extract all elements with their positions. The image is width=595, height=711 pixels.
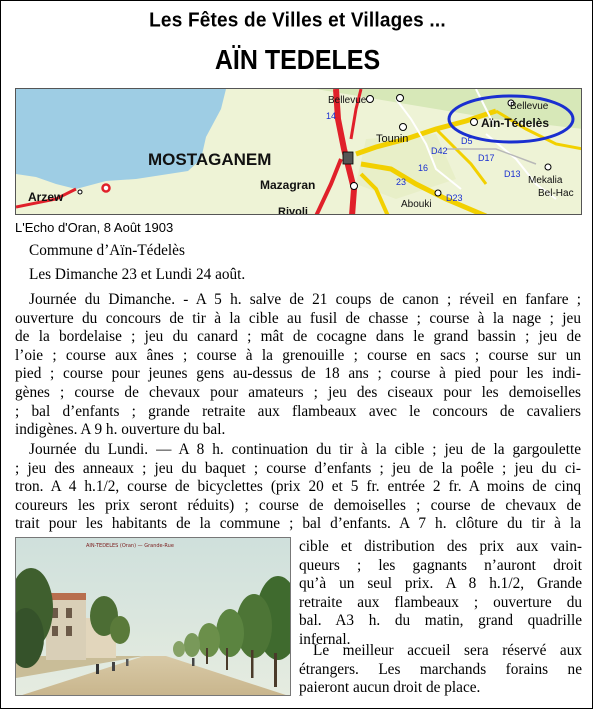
map-label-abouki: Abouki [401, 199, 432, 210]
dates-line: Les Dimanche 23 et Lundi 24 août. [29, 266, 246, 283]
text-line: pied ; course pour jeunes gens au-dessus de 18 ans ; course à pied pour les indi- [15, 365, 581, 383]
map-road-number: D23 [446, 193, 463, 203]
commune-line: Commune d’Aïn-Tédelès [29, 242, 185, 259]
text-line: bal. A3 h. du matin, grand quadrille [299, 612, 582, 630]
text-line: tron. A 4 h.1/2, course de bicyclettes (prix 20 et 5 fr. entrée 2 fr. A moins de cinq [15, 478, 581, 496]
postcard-caption: AIN-TEDELES (Oran) — Grande-Rue [86, 543, 174, 549]
closing-paragraph [299, 642, 582, 698]
map-label-ain-tedeles: Aïn-Tédelès [481, 116, 550, 130]
town-title: AÏN TEDELES [214, 44, 381, 76]
map-label-rivoli: Rivoli [278, 206, 308, 215]
text-line: infernal. [299, 630, 351, 648]
text-line: de la bordelaise ; jeu du canard ; mât de cocagne dans le grand bassin ; jeu de [15, 328, 581, 346]
text-line: indigènes. A 9 h. ouverture du bal. [15, 421, 226, 439]
map-label-mazagran: Mazagran [260, 178, 316, 192]
text-line: coureurs les prix seront réduits) ; course de demoiselles ; course de chevaux de [15, 496, 581, 514]
text-line: ; jeu des anneaux ; jeu du baquet ; course d’enfants ; jeu de la poêle ; jeu du ci- [15, 459, 581, 477]
text-line: Le meilleur accueil sera réservé aux [313, 642, 582, 659]
region-map [15, 88, 582, 215]
monday-continuation [299, 538, 582, 650]
map-label-arzew: Arzew [28, 190, 64, 204]
map-label-mekalia: Mekalia [528, 175, 563, 186]
postcard-photo [15, 537, 291, 696]
source-citation: L'Echo d'Oran, 8 Août 1903 [15, 220, 174, 235]
text-line: paieront aucun droit de place. [299, 679, 481, 697]
map-road-number: D13 [504, 169, 521, 179]
text-line: cible et distribution des prix aux vain- [299, 538, 582, 555]
map-road-number: 14 [326, 111, 337, 121]
map-label-bel-hac: Bel-Hac [538, 188, 574, 199]
text-line: étrangers. Les marchands forains ne [299, 660, 582, 678]
text-line: gènes ; course de chevaux pour amateurs ; jeu des ciseaux pour les demoiselles [15, 383, 581, 401]
map-label-bellevue: Bellevue [510, 101, 549, 112]
map-label-bellevue-top: Bellevue [328, 95, 367, 106]
map-road-number: D5 [461, 136, 473, 146]
text-line: ouverture du concours de tir à la cible au fusil de chasse ; course à la nage ; jeu [15, 309, 581, 327]
map-road-number: 23 [396, 177, 407, 187]
text-line: trait pour les habitants de la commune ; bal d’enfants. A 7 h. clôture du tir à la [15, 515, 581, 533]
text-line: queurs ; les gagnants n’auront droit [299, 556, 582, 574]
map-road-number: D42 [431, 146, 448, 156]
series-title: Les Fêtes de Villes et Villages ... [149, 9, 446, 32]
text-line: Journée du Lundi. — A 8 h. continuation du tir à la cible ; jeu de la gargoulette [29, 441, 581, 458]
monday-paragraph [15, 441, 581, 534]
text-line: Journée du Dimanche. - A 5 h. salve de 21 coups de canon ; réveil en fanfare ; [29, 291, 581, 308]
map-label-tounin: Tounin [376, 133, 409, 145]
text-line: qu’à un seul prix. A 8 h.1/2, Grande [299, 575, 582, 593]
text-line: l’oie ; course aux ânes ; course à la grenouille ; course en sacs ; course sur un [15, 346, 581, 364]
sunday-paragraph [15, 291, 581, 440]
text-line: retraite aux flambeaux ; ouverture du [299, 593, 582, 611]
map-label-mostaganem: MOSTAGANEM [148, 150, 272, 169]
map-road-number: 16 [418, 163, 429, 173]
text-line: ; bal d’enfants ; grande retraite aux flambeaux avec le concours de cavaliers [15, 402, 581, 420]
map-road-number: D17 [478, 153, 495, 163]
